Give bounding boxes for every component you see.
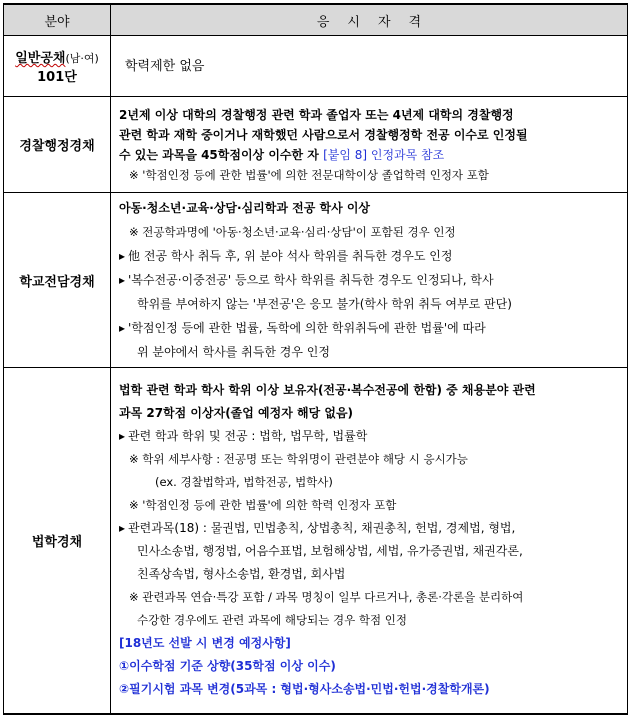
field-police-admin: 경찰행정경채 xyxy=(4,97,111,193)
change-notice-title: [18년도 선발 시 변경 예정사항] xyxy=(119,636,291,651)
table-header-row xyxy=(4,4,628,36)
qualification-police-admin: 2년제 이상 대학의 경찰행정 관련 학과 졸업자 또는 4년제 대학의 경찰행정 관련 학과 재학 중이거나 재학했던 사람으로서 경찰행정학 전공 이수로 인정될 수 있는 과목을 45학점이상 이수한 자 [붙임 8] 인정과목 참조 ※ '학점인정 등에 관한 법률'에 의한 전문대학이상 졸업학력 인정자 포함 xyxy=(111,97,628,193)
qualification-table xyxy=(3,3,628,715)
row-police-admin xyxy=(4,97,628,193)
field-general: 일반공채(남·여) 101단 xyxy=(4,36,111,97)
header-field: 분야 xyxy=(4,4,111,36)
header-qualification: 응시자격 xyxy=(111,4,628,36)
row-school xyxy=(4,193,628,368)
annex-8-reference: [붙임 8] 인정과목 참조 xyxy=(323,147,445,162)
row-general xyxy=(4,36,628,97)
field-school: 학교전담경채 xyxy=(4,193,111,368)
change-notice-2: ②필기시험 과목 변경(5과목 : 형법·형사소송법·민법·헌법·경찰학개론) xyxy=(119,682,490,697)
change-notice-1: ①이수학점 기준 상향(35학점 이상 이수) xyxy=(119,659,336,674)
field-law: 법학경채 xyxy=(4,368,111,714)
qualification-law: 법학 관련 학과 학사 학위 이상 보유자(전공·복수전공에 한함) 중 채용분야 관련 과목 27학점 이상자(졸업 예정자 해당 없음) ▸ 관련 학과 학위 및 전공 : 법학, 법무학, 법률학 ※ 학위 세부사항 : 전공명 또는 학위명이 관련분야 해당 시 응시가능 (ex. 경찰법학과, 법학전공, 법학사) ※ '학점인정 등에 관한 법률'에 의한 학력 인정자 포함 ▸ 관련과목(18) : 물권법, 민법총칙, 상법총칙, 채권총칙, 헌법, 경제법, 형법, 민사소송법, 행정법, 어음수표법, 보험해상법, 세법, 유가증권법, 채권각론, 친족상속법, 형사소송법, 환경법, 회사법 ※ 관련과목 연습·특강 포함 / 과목 명칭이 일부 다르거나, 총론·각론을 분리하여 수강한 경우에도 관련 과목에 해당되는 경우 학점 인정 [18년도 선발 시 변경 예정사항] ①이수학점 기준 상향(35학점 이상 이수) ②필기시험 과목 변경(5과목 : 형법·형사소송법·민법·헌법·경찰학개론) xyxy=(111,368,628,714)
qualification-school: 아동·청소년·교육·상담·심리학과 전공 학사 이상 ※ 전공학과명에 '아동·청소년·교육·심리·상담'이 포함된 경우 인정 ▸ 他 전공 학사 취득 후, 위 분야 석사 학위를 취득한 경우도 인정 ▸ '복수전공·이중전공' 등으로 학사 학위를 취득한 경우도 인정되나, 학사 학위를 부여하지 않는 '부전공'은 응모 불가(학사 학위 취득 여부로 판단) ▸ '학점인정 등에 관한 법률, 독학에 의한 학위취득에 관한 법률'에 따라 위 분야에서 학사를 취득한 경우 인정 xyxy=(111,193,628,368)
qualification-general: 학력제한 없음 xyxy=(111,36,628,97)
row-law xyxy=(4,368,628,714)
